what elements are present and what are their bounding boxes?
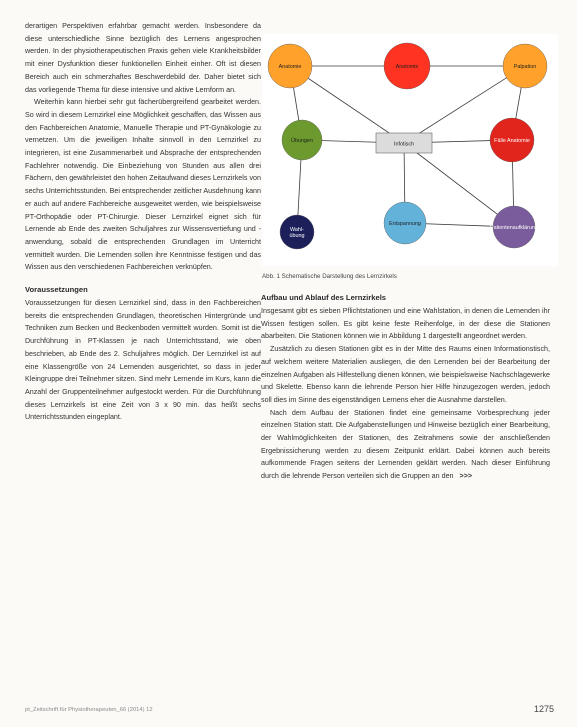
footer-journal: pt_Zeitschrift für Physiotherapeuten_66 (2014) 12 [25, 707, 153, 713]
figure-lernzirkel [262, 34, 558, 266]
station-label [389, 221, 421, 227]
page-number: 1275 [534, 704, 555, 714]
station-label-line: Palpation [513, 64, 537, 70]
paragraph: Weiterhin kann hierbei sehr gut fächerübergreifend gearbeitet werden. So wird in diesem Lernzirkel eine Möglichkeit geschaffen, das Wissen aus den Fachbereichen Anatomie, Manuelle Therapie und PT-Gynäkologie zu vernetzen. Um die jeweiligen Inhalte sinnvoll in den Lernzirkel zu integrieren, ist eine Zusammenarbeit und Absprache der entsprechenden Fachlehrer notwendig. Die Einbeziehung von Stunden aus allen drei Fächern, den gewährleistet den hohen Zeitaufwand dieses Lernzirkels von sechs Unterrichtsstunden. Bei entsprechender zeitlicher Ausdehnung kann er auch auf andere Fachbereiche ausgeweitet werden, wie beispielsweise PT-Orthopädie oder PT-Chirurgie. Dieser Lernzirkel eignet sich für Lernende ab Ende des zweiten Schuljahres zur Wissensvertiefung und -anwendung, sobald die entsprechenden Grundlagen im Unterricht vermittelt wurden. Die Lernenden sollen ihre Kenntnisse festigen und das Wissen aus den verschiedenen Fachbereichen verknüpfen. [25, 98, 261, 272]
station-label-line: Übungen [291, 138, 313, 144]
paragraph: Zusätzlich zu diesen Stationen gibt es in der Mitte des Raums einen Informationstisch, auf welchem weitere Materialien ausliegen, die den Lernenden bei der Bearbeitung der einzelnen Aufgaben als Hilfestellung dienen können, wie beispielsweise Nachschlagewerke und Skelette. Ebenso kann die lehrende Person hier Hilfe hinzugezogen werden, jedoch soll dies im Sinne des eigenständigen Lernens eher die Ausnahme darstellen. [261, 345, 550, 404]
station-label-line: Fälle Anatomie [494, 138, 530, 144]
station-label [291, 137, 313, 144]
station-label-line: übung [289, 233, 305, 240]
center-info-table-label: Infotisch [393, 141, 415, 148]
left-column [25, 20, 261, 424]
paragraph: Voraussetzungen für diesen Lernzirkel sind, dass in den Fachbereichen bereits die entsprechenden Grundlagen, theoretischen Hintergründe und Techniken zum Becken und Beckenboden vermittelt wurden. Somit ist die Durchführung in PT-Klassen je nach Unterrichtsstand, wie oben beschrieben, ab Ende des 2. Schuljahres möglich. Der Lernzirkel ist auf eine Klassengröße von 24 Lernenden ausgerichtet, so dass in jeder Kleingruppe drei Teilnehmer sitzen. Sind mehr Lernende im Kurs, kann die Anzahl der Gruppenteilnehmer aufgestockt werden. Für die Durchführung dieses Lernzirkels ist eine Zeit von 3 x 90 min. das heißt sechs Unterrichtsstunden eingeplant. [25, 299, 261, 422]
section-heading-voraussetzungen: Voraussetzungen [25, 285, 88, 295]
paragraph: Insgesamt gibt es sieben Pflichtstationen und eine Wahlstation, in denen die Lernenden ihr Wissen festigen sollen. Es gibt keine feste Reihenfolge, in der diese die Stationen abarbeiten. Die Stationen können wie in Abbildung 1 dargestellt angeordnet werden. [261, 307, 550, 341]
section-heading-aufbau: Aufbau und Ablauf des Lernzirkels [261, 293, 387, 302]
station-label [279, 64, 302, 70]
station-label-line: Entspannung [389, 221, 421, 227]
station-label [494, 138, 530, 144]
station-label [514, 64, 536, 70]
figure-caption: Abb. 1 Schematische Darstellung des Lernzirkels [262, 273, 397, 280]
station-label-line: Anatomie [395, 64, 419, 70]
paragraph-text: Nach dem Aufbau der Stationen findet eine gemeinsame Vorbesprechung jeder einzelnen Station statt. Die Aufgabenstellungen und Hinweise bezüglich einer Bearbeitung, der Wahlmöglichkeiten der Stationen, des Zeitrahmens sowie der anschließenden Ergebnissicherung werden zu diesem Zeitpunkt erklärt. Dabei können auch bereits aufkommende Fragen seitens der Lernenden geklärt werden. Nach dieser Einführung durch die lehrende Person verteilen sich die Gruppen an den [261, 408, 550, 481]
diagram-stations [262, 34, 558, 266]
paragraph-last [261, 407, 550, 483]
paragraph: derartigen Perspektiven erfahrbar gemacht werden. Insbesondere da diese unterschiedliche Sinne bezüglich des Lernens angesprochen werden. In der physiotherapeutischen Praxis gehen viele Krankheitsbilder mit einer Dysfunktion dieser funktionellen Einheit einher. Oft ist diesen Bereich auch ein schmerzhaftes Beschwerdebild der. Daher bietet sich das vorliegende Thema für diese intensive und aktive Lernform an. [25, 22, 261, 94]
station-label [396, 64, 419, 70]
right-column [261, 292, 550, 483]
station-label-line: Wahl- [290, 226, 304, 233]
continue-marker: >>> [459, 472, 473, 481]
station-label-line: Anatomie [278, 64, 302, 70]
station-label [490, 225, 538, 231]
station-label [290, 227, 305, 239]
station-label-line: Patientenaufklärung [490, 225, 538, 231]
